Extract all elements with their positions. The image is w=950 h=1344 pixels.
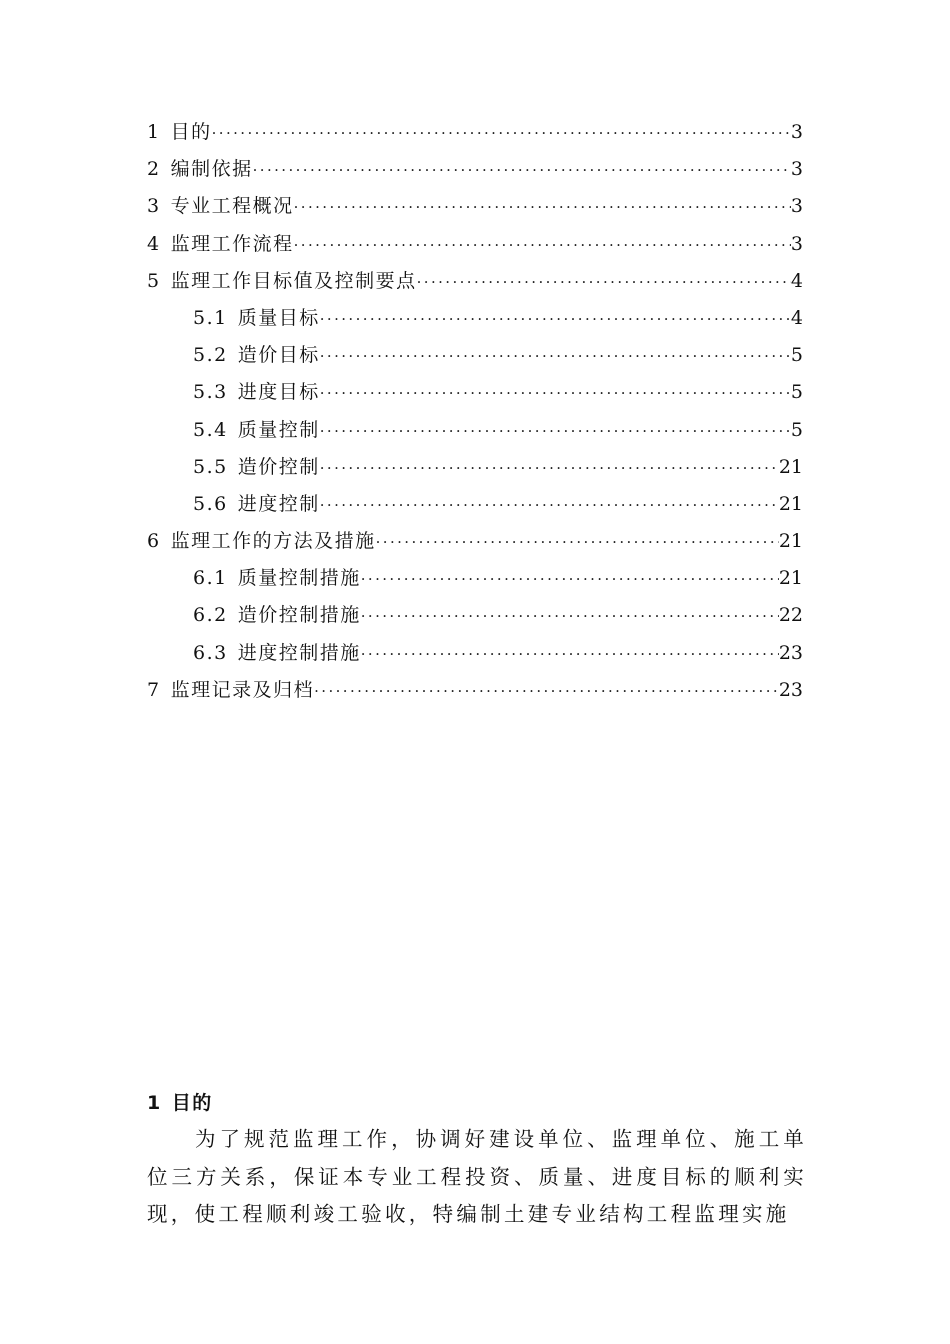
toc-entry[interactable] [147, 155, 803, 192]
toc-entry-number: 5.3 [193, 381, 228, 404]
toc-entry-title: 编制依据 [170, 158, 253, 181]
section-paragraph: 为了规范监理工作，协调好建设单位、监理单位、施工单位三方关系，保证本专业工程投资、质量、进度目标的顺利实现，使工程顺利竣工验收，特编制土建专业结构工程监理实施 [147, 1127, 807, 1226]
toc-entry-number: 5.2 [193, 344, 228, 367]
toc-dot-leader [361, 602, 779, 630]
toc-dot-leader [253, 156, 791, 184]
toc-page-number: 3 [790, 195, 803, 218]
toc-entry[interactable] [147, 564, 803, 601]
toc-entry-number: 4 [147, 232, 161, 255]
toc-page-number: 21 [778, 567, 803, 590]
toc-entry-title: 监理工作目标值及控制要点 [170, 269, 417, 292]
toc-entry-title: 监理工作的方法及措施 [170, 530, 376, 553]
table-of-contents [147, 118, 803, 713]
toc-dot-leader [320, 379, 791, 407]
toc-page-number: 5 [790, 381, 803, 404]
toc-dot-leader [320, 454, 779, 482]
toc-entry-number: 2 [147, 158, 161, 181]
toc-entry[interactable] [147, 304, 803, 341]
toc-entry-title: 质量目标 [237, 306, 320, 329]
toc-page-number: 21 [778, 492, 803, 515]
toc-dot-leader [320, 491, 779, 519]
toc-page-number: 3 [790, 232, 803, 255]
section-number: 1 [147, 1092, 162, 1114]
toc-page-number: 23 [778, 678, 803, 701]
toc-dot-leader [294, 193, 791, 221]
toc-entry-title: 进度目标 [237, 381, 320, 404]
toc-dot-leader [294, 231, 791, 259]
toc-entry-title: 质量控制 [237, 418, 320, 441]
toc-entry[interactable] [147, 490, 803, 527]
toc-entry-title: 进度控制措施 [237, 641, 361, 664]
toc-entry-number: 5.6 [193, 492, 228, 515]
toc-entry-number: 6.3 [193, 641, 228, 664]
toc-entry[interactable] [147, 341, 803, 378]
toc-page-number: 5 [790, 418, 803, 441]
toc-entry[interactable] [147, 230, 803, 267]
toc-entry[interactable] [147, 453, 803, 490]
toc-page-number: 4 [790, 306, 803, 329]
toc-entry-title: 造价控制 [237, 455, 320, 478]
toc-entry-number: 3 [147, 195, 161, 218]
toc-entry[interactable] [147, 527, 803, 564]
toc-entry-title: 质量控制措施 [237, 567, 361, 590]
toc-entry[interactable] [147, 601, 803, 638]
toc-entry-number: 6.1 [193, 567, 228, 590]
toc-entry-title: 专业工程概况 [170, 195, 294, 218]
toc-entry-title: 造价目标 [237, 344, 320, 367]
toc-page-number: 21 [778, 455, 803, 478]
section-heading [147, 1085, 807, 1121]
toc-page-number: 22 [778, 604, 803, 627]
toc-dot-leader [320, 305, 791, 333]
toc-entry[interactable] [147, 676, 803, 713]
toc-entry-number: 5 [147, 269, 161, 292]
toc-entry-title: 目的 [170, 121, 212, 143]
toc-dot-leader [361, 640, 779, 668]
toc-page-number: 21 [778, 530, 803, 553]
toc-dot-leader [361, 565, 779, 593]
toc-dot-leader [212, 119, 791, 147]
toc-page-number: 23 [778, 641, 803, 664]
toc-page-number: 4 [790, 269, 803, 292]
toc-dot-leader [320, 342, 791, 370]
toc-page-number: 3 [790, 158, 803, 181]
toc-entry-number: 5.1 [193, 306, 228, 329]
toc-entry-number: 5.4 [193, 418, 228, 441]
toc-entry[interactable] [147, 192, 803, 229]
toc-entry-number: 5.5 [193, 455, 228, 478]
toc-dot-leader [417, 268, 791, 296]
toc-dot-leader [314, 677, 779, 705]
section-1 [147, 1085, 807, 1234]
toc-entry-title: 监理工作流程 [170, 232, 294, 255]
toc-entry-number: 6.2 [193, 604, 228, 627]
toc-entry-title: 监理记录及归档 [170, 678, 315, 701]
toc-entry[interactable] [147, 267, 803, 304]
toc-dot-leader [376, 528, 779, 556]
toc-entry[interactable] [147, 118, 803, 155]
toc-entry-number: 6 [147, 530, 161, 553]
toc-entry-number: 7 [147, 678, 161, 701]
toc-entry-number: 1 [147, 121, 161, 143]
toc-entry-title: 造价控制措施 [237, 604, 361, 627]
toc-entry-title: 进度控制 [237, 492, 320, 515]
toc-page-number: 3 [790, 121, 803, 143]
toc-page-number: 5 [790, 344, 803, 367]
toc-entry[interactable] [147, 639, 803, 676]
section-title: 目的 [171, 1092, 213, 1114]
toc-dot-leader [320, 417, 791, 445]
toc-entry[interactable] [147, 416, 803, 453]
toc-entry[interactable] [147, 378, 803, 415]
